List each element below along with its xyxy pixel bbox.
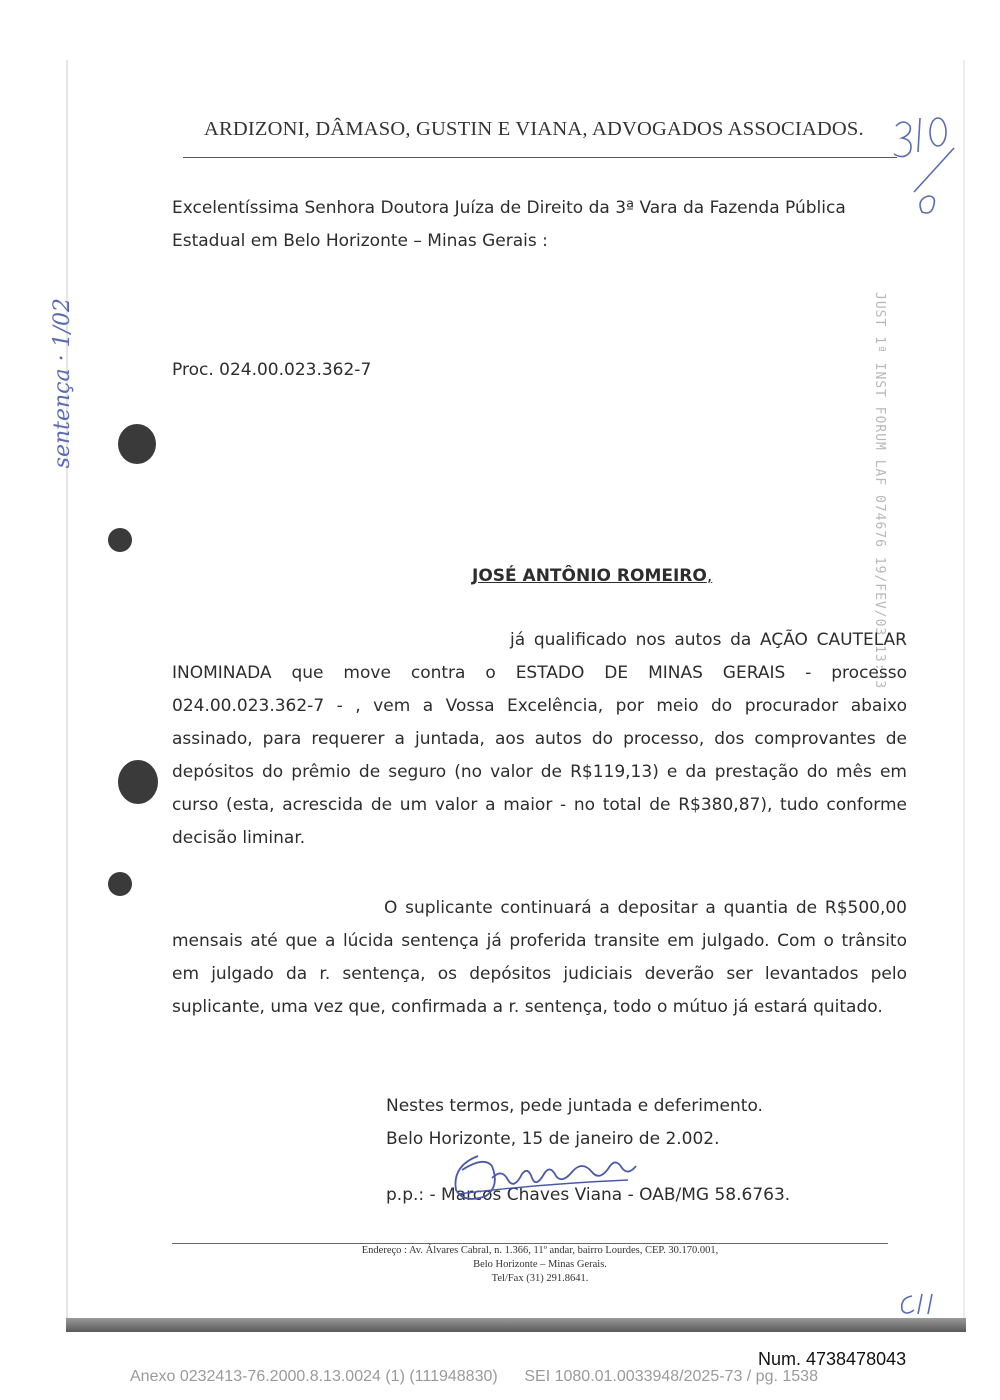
handwritten-margin-note: sentença · 1/02	[50, 298, 75, 469]
process-reference: Proc. 024.00.023.362-7	[172, 360, 372, 380]
party-name-text: JOSÉ ANTÔNIO ROMEIRO	[472, 566, 707, 586]
paragraph-2-text: O suplicante continuará a depositar a quantia de R$500,00 mensais até que a lúcida sentença já proferida transite em julgado. Com o trânsito em julgado da r. sentença, os depósitos judiciais deverão ser levantados pelo suplicante, uma vez que, confirmada a r. sentença, todo o mútuo já estará quitado.	[172, 898, 907, 1017]
closing-line-1: Nestes termos, pede juntada e deferimento.	[386, 1096, 763, 1116]
footer-address-line-1: Endereço : Av. Álvares Cabral, n. 1.366, 11º andar, bairro Lourdes, CEP. 30.170.001,	[361, 1245, 719, 1256]
letterhead: ARDIZONI, DÂMASO, GUSTIN E VIANA, ADVOGADOS ASSOCIADOS.	[204, 118, 864, 140]
punch-hole	[108, 872, 132, 896]
party-name-suffix: ,	[706, 566, 713, 586]
scan-bottom-band	[66, 1318, 966, 1332]
addressee	[172, 192, 912, 258]
letterhead-rule	[183, 157, 897, 158]
footer-rule	[172, 1243, 888, 1244]
document-number: Num. 4738478043	[758, 1349, 907, 1369]
scan-left-edge	[66, 60, 68, 1330]
sei-reference: Anexo 0232413-76.2000.8.13.0024 (1) (111948830) SEI 1080.01.0033948/2025-73 / pg. 1538	[130, 1368, 818, 1385]
closing-line-3: p.p.: - Marcos Chaves Viana - OAB/MG 58.6763.	[386, 1185, 791, 1205]
scan-right-edge	[963, 60, 965, 1330]
closing-line-2: Belo Horizonte, 15 de janeiro de 2.002.	[386, 1129, 720, 1149]
paragraph-1-text: já qualificado nos autos da AÇÃO CAUTELAR INOMINADA que move contra o ESTADO DE MINAS GERAIS - processo 024.00.023.362-7 - , vem a Vossa Excelência, por meio do procurador abaixo assinado, para requerer a juntada, aos autos do processo, dos comprovantes de depósitos do prêmio de seguro (no valor de R$119,13) e da prestação do mês em curso (esta, acrescida de um valor a maior - no total de R$380,87), tudo conforme decisão liminar.	[172, 630, 907, 848]
handwritten-signature	[448, 1148, 688, 1208]
receipt-stamp: JUST 1ª INST FORUM LAF 074676 19/FEV/03 13:33	[872, 292, 887, 690]
footer-phone: Tel/Fax (31) 291.8641.	[491, 1273, 589, 1284]
punch-hole	[108, 528, 132, 552]
party-name	[472, 560, 712, 593]
addressee-line-2: Estadual em Belo Horizonte – Minas Gerais :	[172, 231, 548, 251]
paragraph-2	[172, 892, 907, 1024]
handwritten-initials	[896, 1290, 946, 1318]
paragraph-1	[172, 624, 907, 855]
punch-hole	[118, 424, 156, 464]
punch-hole	[118, 760, 158, 804]
addressee-line-1: Excelentíssima Senhora Doutora Juíza de Direito da 3ª Vara da Fazenda Pública	[172, 198, 846, 218]
footer-address-line-2: Belo Horizonte – Minas Gerais.	[473, 1259, 607, 1270]
